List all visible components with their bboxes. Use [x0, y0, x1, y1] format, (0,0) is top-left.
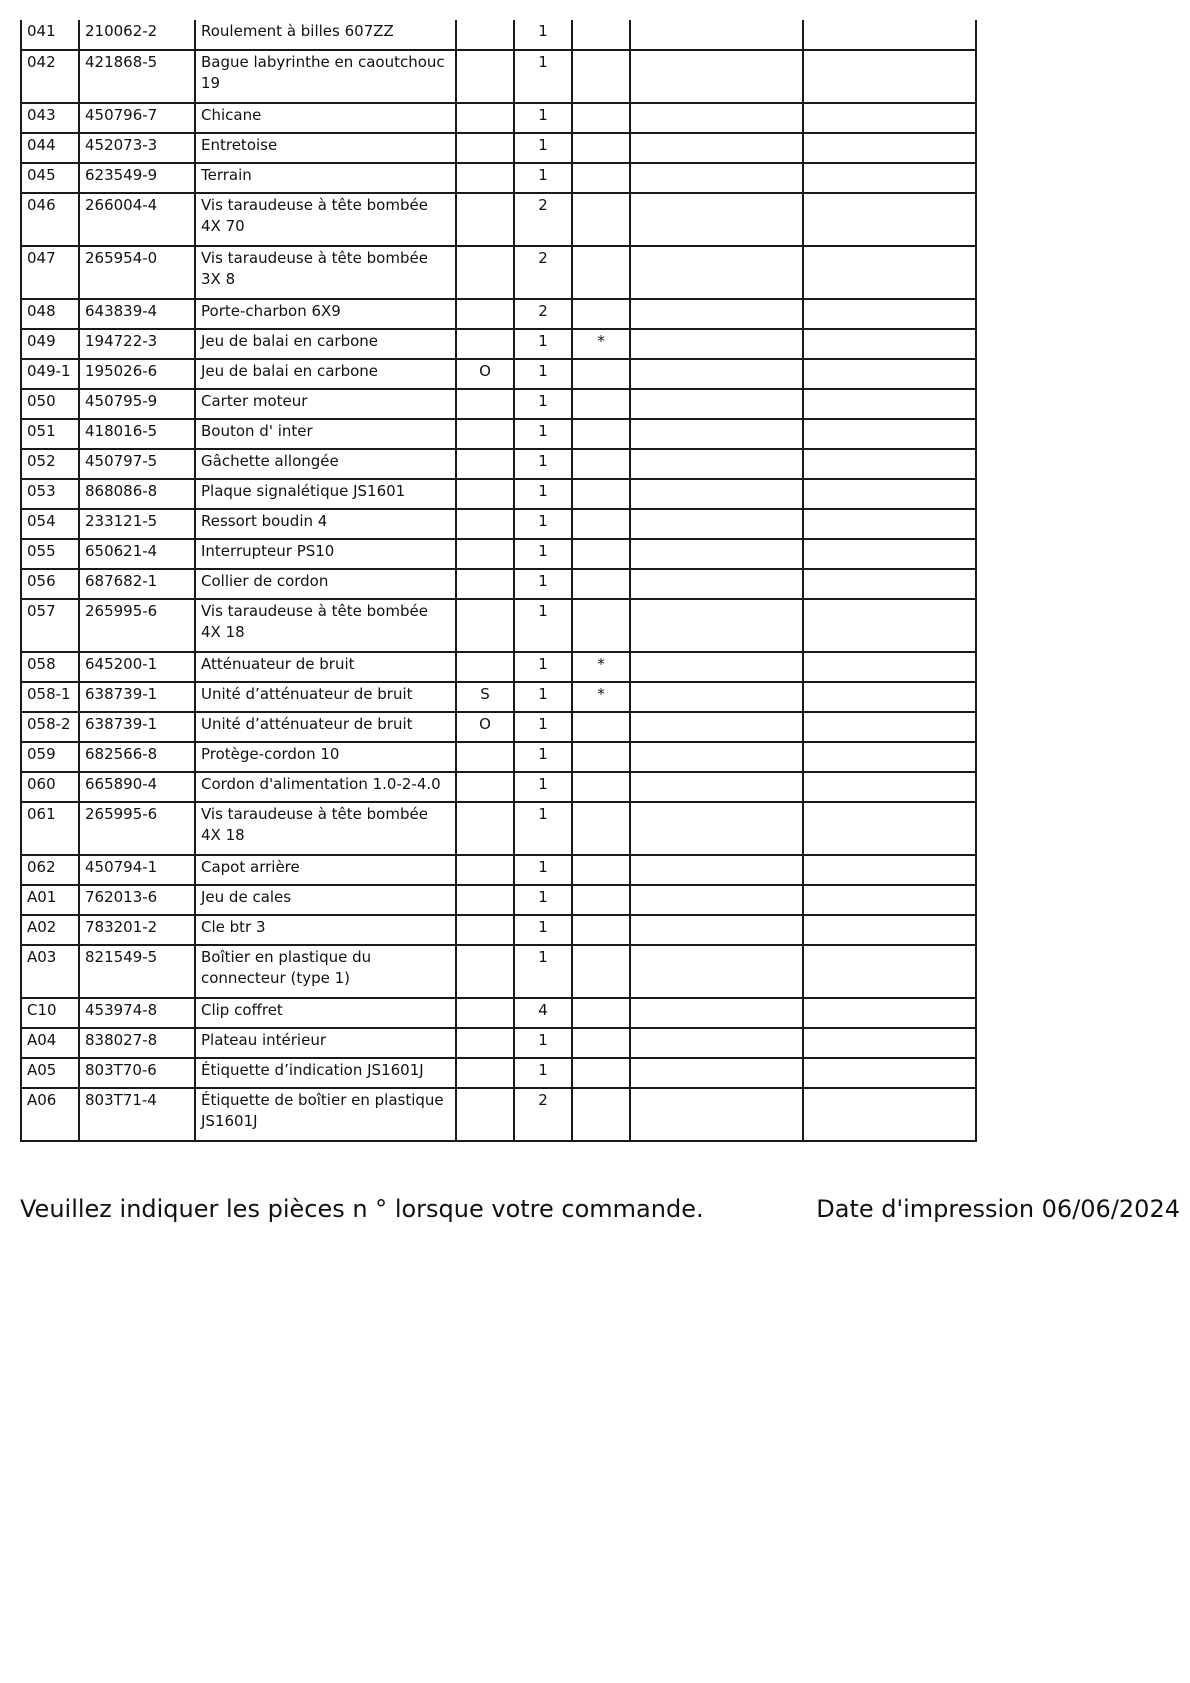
- empty-cell: [630, 193, 803, 246]
- part-number: A02: [21, 915, 79, 945]
- part-number: A03: [21, 945, 79, 998]
- part-note: [572, 1088, 630, 1141]
- part-code: O: [456, 712, 514, 742]
- empty-cell: [630, 419, 803, 449]
- empty-cell: [803, 855, 976, 885]
- part-reference: 452073-3: [79, 133, 195, 163]
- part-quantity: 1: [514, 915, 572, 945]
- empty-cell: [630, 998, 803, 1028]
- part-note: [572, 1058, 630, 1088]
- part-description: Chicane: [195, 103, 456, 133]
- part-note: [572, 509, 630, 539]
- part-number: 044: [21, 133, 79, 163]
- part-reference: 450795-9: [79, 389, 195, 419]
- empty-cell: [803, 772, 976, 802]
- part-quantity: 1: [514, 885, 572, 915]
- part-quantity: 1: [514, 712, 572, 742]
- part-number: 062: [21, 855, 79, 885]
- table-row: [21, 50, 976, 103]
- part-number: 054: [21, 509, 79, 539]
- part-description: Plaque signalétique JS1601: [195, 479, 456, 509]
- empty-cell: [803, 539, 976, 569]
- empty-cell: [630, 103, 803, 133]
- part-description: Étiquette de boîtier en plastique JS1601J: [195, 1088, 456, 1141]
- part-code: [456, 50, 514, 103]
- empty-cell: [630, 539, 803, 569]
- part-description: Jeu de balai en carbone: [195, 329, 456, 359]
- part-quantity: 2: [514, 246, 572, 299]
- part-reference: 821549-5: [79, 945, 195, 998]
- part-reference: 638739-1: [79, 682, 195, 712]
- part-description: Gâchette allongée: [195, 449, 456, 479]
- part-quantity: 1: [514, 509, 572, 539]
- empty-cell: [630, 772, 803, 802]
- part-note: [572, 193, 630, 246]
- part-code: [456, 246, 514, 299]
- empty-cell: [630, 163, 803, 193]
- part-note: [572, 915, 630, 945]
- table-row: [21, 246, 976, 299]
- part-code: [456, 389, 514, 419]
- part-description: Étiquette d’indication JS1601J: [195, 1058, 456, 1088]
- table-row: [21, 163, 976, 193]
- table-row: [21, 299, 976, 329]
- table-row: [21, 133, 976, 163]
- empty-cell: [630, 599, 803, 652]
- part-quantity: 1: [514, 359, 572, 389]
- part-quantity: 1: [514, 855, 572, 885]
- empty-cell: [630, 133, 803, 163]
- part-code: [456, 1028, 514, 1058]
- part-reference: 803T71-4: [79, 1088, 195, 1141]
- table-row: [21, 193, 976, 246]
- part-quantity: 1: [514, 569, 572, 599]
- empty-cell: [803, 945, 976, 998]
- part-code: [456, 479, 514, 509]
- part-description: Cle btr 3: [195, 915, 456, 945]
- part-number: 053: [21, 479, 79, 509]
- part-note: [572, 163, 630, 193]
- empty-cell: [803, 50, 976, 103]
- part-note: [572, 742, 630, 772]
- empty-cell: [630, 915, 803, 945]
- empty-cell: [803, 915, 976, 945]
- part-description: Jeu de cales: [195, 885, 456, 915]
- table-row: [21, 569, 976, 599]
- part-reference: 233121-5: [79, 509, 195, 539]
- part-note: [572, 299, 630, 329]
- part-description: Clip coffret: [195, 998, 456, 1028]
- part-number: 055: [21, 539, 79, 569]
- table-row: [21, 539, 976, 569]
- empty-cell: [803, 885, 976, 915]
- part-code: S: [456, 682, 514, 712]
- empty-cell: [803, 359, 976, 389]
- part-description: Carter moteur: [195, 389, 456, 419]
- part-description: Vis taraudeuse à tête bombée 4X 18: [195, 599, 456, 652]
- part-code: [456, 1058, 514, 1088]
- part-code: [456, 945, 514, 998]
- empty-cell: [630, 299, 803, 329]
- part-reference: 803T70-6: [79, 1058, 195, 1088]
- table-row: [21, 599, 976, 652]
- part-reference: 453974-8: [79, 998, 195, 1028]
- empty-cell: [803, 20, 976, 50]
- empty-cell: [803, 103, 976, 133]
- part-description: Terrain: [195, 163, 456, 193]
- empty-cell: [803, 329, 976, 359]
- table-row: [21, 1088, 976, 1141]
- part-reference: 421868-5: [79, 50, 195, 103]
- part-quantity: 4: [514, 998, 572, 1028]
- empty-cell: [803, 419, 976, 449]
- part-reference: 418016-5: [79, 419, 195, 449]
- table-row: [21, 1058, 976, 1088]
- empty-cell: [630, 855, 803, 885]
- part-reference: 762013-6: [79, 885, 195, 915]
- part-number: 060: [21, 772, 79, 802]
- table-row: [21, 742, 976, 772]
- part-description: Protège-cordon 10: [195, 742, 456, 772]
- empty-cell: [803, 479, 976, 509]
- part-number: 045: [21, 163, 79, 193]
- empty-cell: [630, 246, 803, 299]
- empty-cell: [630, 652, 803, 682]
- table-row: [21, 389, 976, 419]
- part-code: [456, 509, 514, 539]
- empty-cell: [630, 449, 803, 479]
- part-number: 046: [21, 193, 79, 246]
- empty-cell: [803, 998, 976, 1028]
- part-description: Roulement à billes 607ZZ: [195, 20, 456, 50]
- table-row: [21, 359, 976, 389]
- part-note: [572, 599, 630, 652]
- empty-cell: [630, 20, 803, 50]
- part-reference: 838027-8: [79, 1028, 195, 1058]
- part-note: *: [572, 682, 630, 712]
- part-description: Vis taraudeuse à tête bombée 3X 8: [195, 246, 456, 299]
- empty-cell: [803, 742, 976, 772]
- part-quantity: 2: [514, 1088, 572, 1141]
- part-note: [572, 772, 630, 802]
- part-number: 050: [21, 389, 79, 419]
- part-number: 059: [21, 742, 79, 772]
- part-note: [572, 998, 630, 1028]
- part-note: [572, 569, 630, 599]
- empty-cell: [803, 1028, 976, 1058]
- part-note: [572, 539, 630, 569]
- order-notice: Veuillez indiquer les pièces n ° lorsque votre commande.: [20, 1195, 704, 1223]
- part-reference: 665890-4: [79, 772, 195, 802]
- part-quantity: 1: [514, 772, 572, 802]
- part-code: [456, 539, 514, 569]
- part-code: [456, 103, 514, 133]
- part-code: [456, 599, 514, 652]
- part-quantity: 1: [514, 163, 572, 193]
- part-reference: 650621-4: [79, 539, 195, 569]
- part-description: Boîtier en plastique du connecteur (type 1): [195, 945, 456, 998]
- part-number: A06: [21, 1088, 79, 1141]
- empty-cell: [630, 945, 803, 998]
- table-row: [21, 449, 976, 479]
- empty-cell: [803, 509, 976, 539]
- part-quantity: 1: [514, 652, 572, 682]
- part-reference: 266004-4: [79, 193, 195, 246]
- part-note: [572, 20, 630, 50]
- part-description: Collier de cordon: [195, 569, 456, 599]
- empty-cell: [630, 885, 803, 915]
- part-number: 058-2: [21, 712, 79, 742]
- empty-cell: [803, 163, 976, 193]
- part-description: Bague labyrinthe en caoutchouc 19: [195, 50, 456, 103]
- part-reference: 195026-6: [79, 359, 195, 389]
- part-note: [572, 359, 630, 389]
- part-reference: 450794-1: [79, 855, 195, 885]
- part-quantity: 1: [514, 682, 572, 712]
- part-description: Unité d’atténuateur de bruit: [195, 682, 456, 712]
- print-date: Date d'impression 06/06/2024: [816, 1195, 1180, 1223]
- part-quantity: 1: [514, 103, 572, 133]
- part-description: Plateau intérieur: [195, 1028, 456, 1058]
- part-code: [456, 652, 514, 682]
- part-note: [572, 855, 630, 885]
- empty-cell: [803, 246, 976, 299]
- part-description: Bouton d' inter: [195, 419, 456, 449]
- parts-table: [20, 20, 977, 1142]
- part-description: Porte-charbon 6X9: [195, 299, 456, 329]
- part-quantity: 1: [514, 742, 572, 772]
- table-row: [21, 419, 976, 449]
- part-code: [456, 742, 514, 772]
- part-reference: 450797-5: [79, 449, 195, 479]
- part-code: [456, 998, 514, 1028]
- table-row: [21, 945, 976, 998]
- empty-cell: [803, 133, 976, 163]
- part-quantity: 1: [514, 133, 572, 163]
- part-description: Jeu de balai en carbone: [195, 359, 456, 389]
- table-row: [21, 682, 976, 712]
- part-code: [456, 915, 514, 945]
- empty-cell: [803, 389, 976, 419]
- part-number: 041: [21, 20, 79, 50]
- part-number: 048: [21, 299, 79, 329]
- part-reference: 682566-8: [79, 742, 195, 772]
- table-row: [21, 20, 976, 50]
- part-quantity: 1: [514, 329, 572, 359]
- part-note: [572, 479, 630, 509]
- part-number: A05: [21, 1058, 79, 1088]
- empty-cell: [803, 569, 976, 599]
- empty-cell: [803, 682, 976, 712]
- part-quantity: 1: [514, 419, 572, 449]
- part-code: [456, 329, 514, 359]
- part-note: [572, 419, 630, 449]
- part-number: 049: [21, 329, 79, 359]
- part-description: Cordon d'alimentation 1.0-2-4.0: [195, 772, 456, 802]
- table-row: [21, 479, 976, 509]
- empty-cell: [630, 1088, 803, 1141]
- empty-cell: [803, 193, 976, 246]
- part-quantity: 1: [514, 479, 572, 509]
- empty-cell: [630, 509, 803, 539]
- part-code: [456, 193, 514, 246]
- empty-cell: [803, 599, 976, 652]
- part-number: C10: [21, 998, 79, 1028]
- part-number: 058: [21, 652, 79, 682]
- parts-table-body: [21, 20, 976, 1141]
- part-code: [456, 20, 514, 50]
- part-description: Vis taraudeuse à tête bombée 4X 70: [195, 193, 456, 246]
- part-reference: 623549-9: [79, 163, 195, 193]
- part-quantity: 2: [514, 193, 572, 246]
- empty-cell: [630, 329, 803, 359]
- part-note: [572, 103, 630, 133]
- part-quantity: 1: [514, 539, 572, 569]
- part-quantity: 1: [514, 449, 572, 479]
- part-number: 047: [21, 246, 79, 299]
- table-row: [21, 772, 976, 802]
- empty-cell: [803, 1088, 976, 1141]
- table-row: [21, 652, 976, 682]
- part-code: [456, 133, 514, 163]
- part-note: [572, 449, 630, 479]
- part-reference: 645200-1: [79, 652, 195, 682]
- part-number: 057: [21, 599, 79, 652]
- part-note: [572, 885, 630, 915]
- table-row: [21, 802, 976, 855]
- table-row: [21, 1028, 976, 1058]
- part-code: [456, 855, 514, 885]
- part-number: 052: [21, 449, 79, 479]
- empty-cell: [630, 742, 803, 772]
- part-description: Atténuateur de bruit: [195, 652, 456, 682]
- empty-cell: [803, 802, 976, 855]
- empty-cell: [630, 479, 803, 509]
- empty-cell: [630, 712, 803, 742]
- table-row: [21, 855, 976, 885]
- part-note: [572, 1028, 630, 1058]
- part-description: Capot arrière: [195, 855, 456, 885]
- part-number: 049-1: [21, 359, 79, 389]
- part-code: [456, 1088, 514, 1141]
- part-description: Unité d’atténuateur de bruit: [195, 712, 456, 742]
- part-number: 042: [21, 50, 79, 103]
- part-quantity: 1: [514, 389, 572, 419]
- part-reference: 450796-7: [79, 103, 195, 133]
- table-row: [21, 712, 976, 742]
- part-number: A01: [21, 885, 79, 915]
- part-reference: 265954-0: [79, 246, 195, 299]
- part-code: [456, 569, 514, 599]
- part-quantity: 1: [514, 50, 572, 103]
- part-quantity: 1: [514, 1028, 572, 1058]
- part-description: Interrupteur PS10: [195, 539, 456, 569]
- empty-cell: [630, 1058, 803, 1088]
- part-code: O: [456, 359, 514, 389]
- table-row: [21, 915, 976, 945]
- part-quantity: 1: [514, 945, 572, 998]
- part-quantity: 1: [514, 1058, 572, 1088]
- part-code: [456, 163, 514, 193]
- part-reference: 868086-8: [79, 479, 195, 509]
- table-row: [21, 885, 976, 915]
- part-code: [456, 772, 514, 802]
- part-description: Entretoise: [195, 133, 456, 163]
- empty-cell: [630, 802, 803, 855]
- part-reference: 265995-6: [79, 599, 195, 652]
- part-code: [456, 802, 514, 855]
- part-code: [456, 299, 514, 329]
- part-description: Ressort boudin 4: [195, 509, 456, 539]
- part-note: [572, 389, 630, 419]
- part-description: Vis taraudeuse à tête bombée 4X 18: [195, 802, 456, 855]
- part-note: [572, 945, 630, 998]
- empty-cell: [803, 1058, 976, 1088]
- empty-cell: [803, 652, 976, 682]
- part-note: [572, 712, 630, 742]
- part-quantity: 1: [514, 20, 572, 50]
- part-note: [572, 133, 630, 163]
- part-number: 043: [21, 103, 79, 133]
- empty-cell: [630, 389, 803, 419]
- part-number: 051: [21, 419, 79, 449]
- part-number: 058-1: [21, 682, 79, 712]
- empty-cell: [803, 299, 976, 329]
- empty-cell: [630, 1028, 803, 1058]
- part-reference: 643839-4: [79, 299, 195, 329]
- part-note: [572, 246, 630, 299]
- empty-cell: [630, 359, 803, 389]
- part-reference: 783201-2: [79, 915, 195, 945]
- part-note: [572, 802, 630, 855]
- part-code: [456, 449, 514, 479]
- part-note: *: [572, 329, 630, 359]
- empty-cell: [630, 682, 803, 712]
- part-note: [572, 50, 630, 103]
- part-reference: 638739-1: [79, 712, 195, 742]
- part-code: [456, 419, 514, 449]
- empty-cell: [630, 50, 803, 103]
- part-quantity: 1: [514, 802, 572, 855]
- part-code: [456, 885, 514, 915]
- table-row: [21, 329, 976, 359]
- part-note: *: [572, 652, 630, 682]
- empty-cell: [803, 449, 976, 479]
- part-reference: 210062-2: [79, 20, 195, 50]
- table-row: [21, 103, 976, 133]
- part-quantity: 2: [514, 299, 572, 329]
- part-number: 056: [21, 569, 79, 599]
- table-row: [21, 998, 976, 1028]
- part-reference: 194722-3: [79, 329, 195, 359]
- part-number: 061: [21, 802, 79, 855]
- part-number: A04: [21, 1028, 79, 1058]
- empty-cell: [803, 712, 976, 742]
- empty-cell: [630, 569, 803, 599]
- part-reference: 687682-1: [79, 569, 195, 599]
- part-reference: 265995-6: [79, 802, 195, 855]
- table-row: [21, 509, 976, 539]
- part-quantity: 1: [514, 599, 572, 652]
